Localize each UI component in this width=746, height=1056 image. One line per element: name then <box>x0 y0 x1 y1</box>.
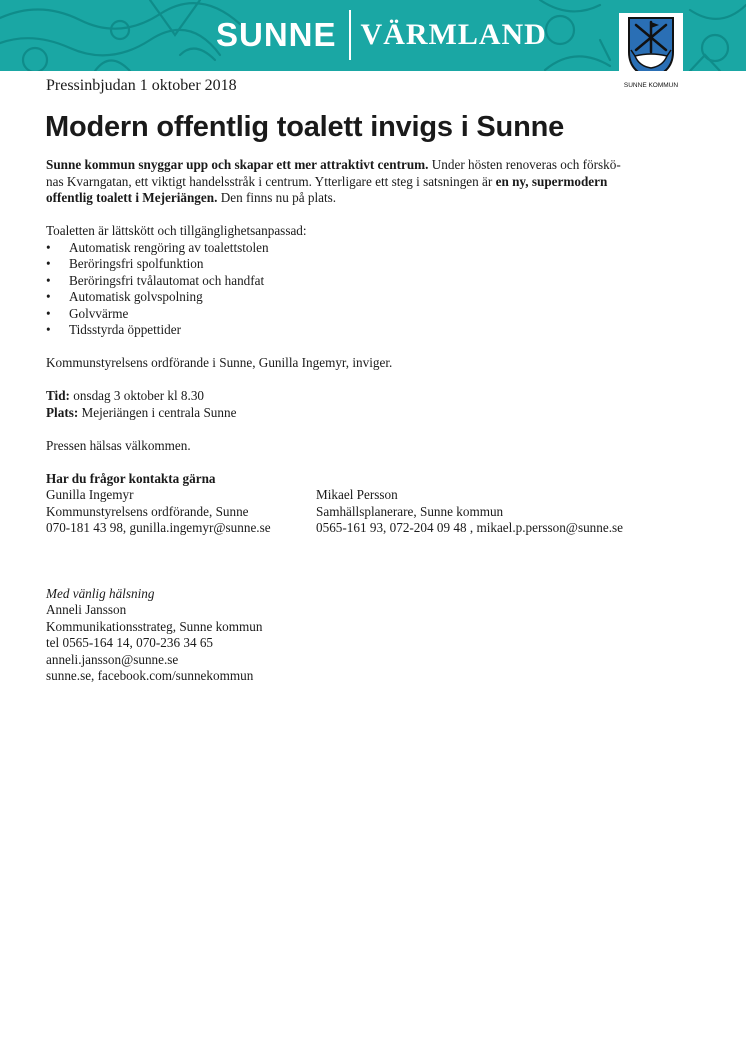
signer-email: anneli.jansson@sunne.se <box>46 651 179 667</box>
contact-name: Mikael Persson <box>316 487 398 502</box>
features-intro: Toaletten är lättskött och tillgänglighetsanpassad: <box>46 223 307 238</box>
time-value: onsdag 3 oktober kl 8.30 <box>69 388 205 403</box>
crest-label: SUNNE KOMMUN <box>623 82 679 89</box>
intro-paragraph <box>46 157 666 207</box>
time-label: Tid: <box>46 388 70 403</box>
intro-bold-1: Sunne kommun snyggar upp och skapar ett mer attraktivt centrum. <box>46 157 429 172</box>
brand-divider <box>349 10 351 60</box>
closing-signature <box>46 586 666 685</box>
header-banner <box>0 0 746 71</box>
signer-role: Kommunikationsstrateg, Sunne kommun <box>46 618 263 634</box>
list-item: • Tidsstyrda öppettider <box>46 322 666 339</box>
event-time <box>46 388 666 405</box>
inaugurator-text: Kommunstyrelsens ordförande i Sunne, Gunilla Ingemyr, inviger. <box>46 355 393 370</box>
contact-card <box>46 487 316 537</box>
brand-wordmark <box>216 14 547 56</box>
brand-sunne: SUNNE <box>216 16 337 53</box>
intro-bold-2b: offentlig toalett i Mejeriängen. <box>46 190 218 205</box>
contact-role: Kommunstyrelsens ordförande, Sunne <box>46 503 249 519</box>
list-item: • Beröringsfri spolfunktion <box>46 256 666 273</box>
intro-bold-2a: en ny, supermodern <box>495 173 608 189</box>
dateline: Pressinbjudan 1 oktober 2018 <box>46 77 237 94</box>
shield-icon <box>627 16 675 71</box>
signer-name: Anneli Jansson <box>46 602 127 617</box>
list-item: • Automatisk rengöring av toalettstolen <box>46 240 666 257</box>
intro-text-1: Under hösten renoveras och förskö- <box>428 157 621 172</box>
list-item: • Automatisk golvspolning <box>46 289 666 306</box>
welcome-text: Pressen hälsas välkommen. <box>46 437 191 453</box>
place-value: Mejeriängen i centrala Sunne <box>78 404 237 420</box>
coat-of-arms <box>619 13 683 71</box>
contact-details: 070-181 43 98, gunilla.ingemyr@sunne.se <box>46 520 271 535</box>
contacts-heading <box>46 471 666 488</box>
list-item: • Beröringsfri tvålautomat och handfat <box>46 273 666 290</box>
intro-text-3: Den finns nu på plats. <box>217 190 337 205</box>
contact-name: Gunilla Ingemyr <box>46 487 134 502</box>
closing-greeting: Med vänlig hälsning <box>46 585 155 601</box>
intro-text-2: nas Kvarngatan, ett viktigt handelsstråk i centrum. Ytterligare ett steg i satsningen är <box>46 173 496 189</box>
contact-card <box>316 487 666 537</box>
contacts-heading-text: Har du frågor kontakta gärna <box>46 470 216 486</box>
contact-role: Samhällsplanerare, Sunne kommun <box>316 503 504 519</box>
event-place <box>46 405 666 422</box>
features-list <box>46 240 666 339</box>
signer-web: sunne.se, facebook.com/sunnekommun <box>46 668 254 683</box>
place-label: Plats: <box>46 404 79 420</box>
brand-varmland: VÄRMLAND <box>360 18 547 51</box>
signer-phone: tel 0565-164 14, 070-236 34 65 <box>46 635 214 650</box>
page-title: Modern offentlig toalett invigs i Sunne <box>45 111 565 143</box>
contact-details: 0565-161 93, 072-204 09 48 , mikael.p.persson@sunne.se <box>316 520 623 535</box>
list-item: • Golvvärme <box>46 306 666 323</box>
press-release-body <box>46 157 666 685</box>
contacts-section <box>46 487 666 537</box>
